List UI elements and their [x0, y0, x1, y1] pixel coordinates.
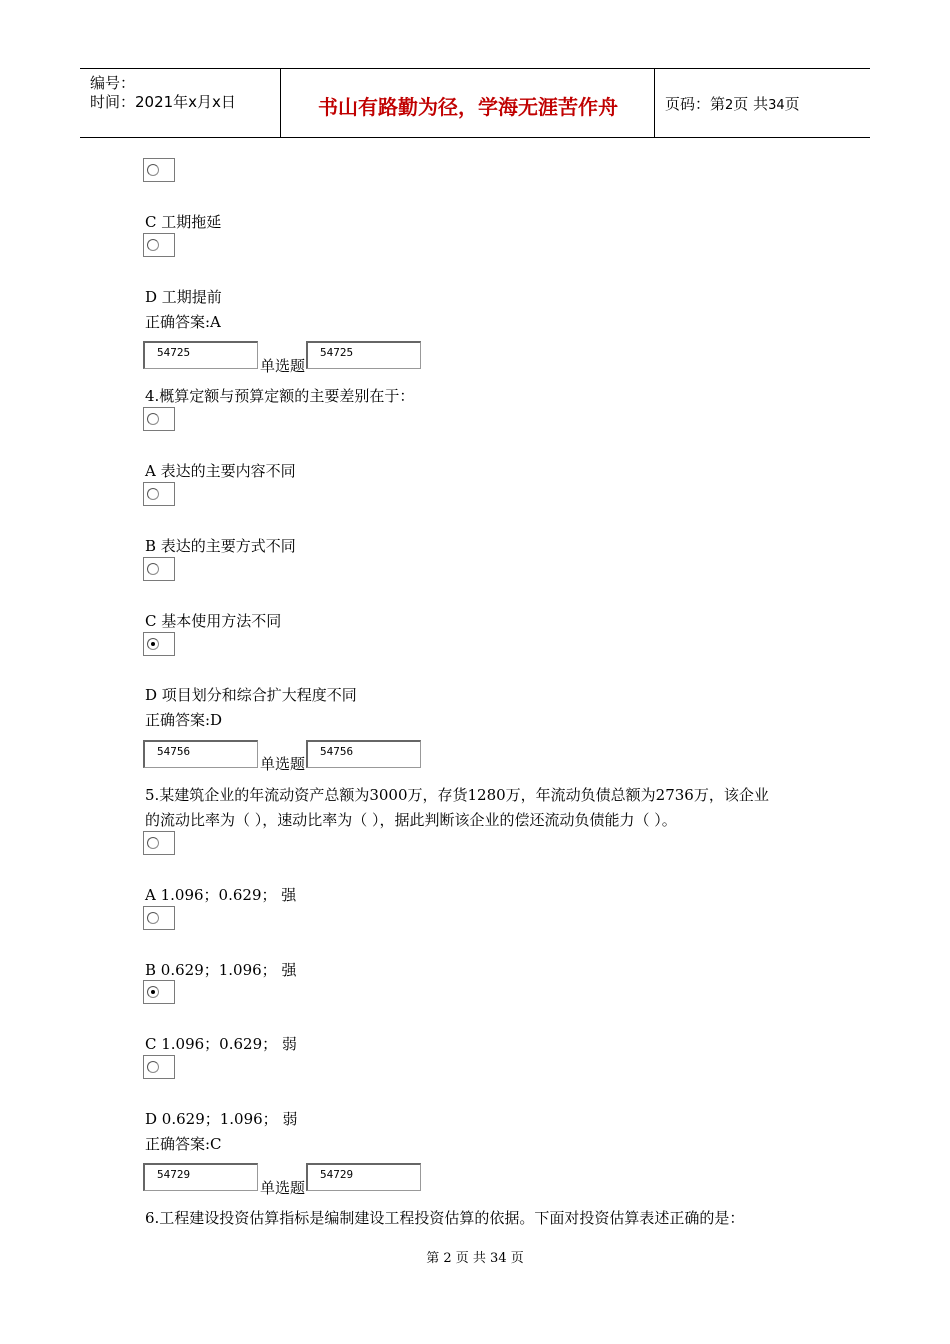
code-label: 编号：	[90, 74, 136, 92]
question-id-field[interactable]: 54729	[143, 1163, 258, 1191]
question-text: 6.工程建设投资估算指标是编制建设工程投资估算的依据。下面对投资估算表述正确的是：	[145, 1209, 745, 1227]
question-id-field[interactable]: 54756	[306, 740, 421, 768]
option-radio[interactable]	[143, 557, 175, 581]
question-id-field[interactable]: 54725	[306, 341, 421, 369]
page-header	[80, 68, 870, 138]
option-label: C 基本使用方法不同	[145, 612, 282, 630]
option-label: D 项目划分和综合扩大程度不同	[145, 686, 357, 704]
question-type: 单选题	[260, 357, 306, 375]
option-label: D 工期提前	[145, 288, 222, 306]
option-radio[interactable]	[143, 233, 175, 257]
option-radio-selected[interactable]	[143, 980, 175, 1004]
radio-circle-icon	[147, 837, 159, 849]
radio-circle-icon	[147, 1061, 159, 1073]
question-id-field[interactable]: 54725	[143, 341, 258, 369]
option-label: C 1.096；0.629； 弱	[145, 1035, 297, 1053]
option-radio[interactable]	[143, 906, 175, 930]
option-radio[interactable]	[143, 482, 175, 506]
option-label: A 表达的主要内容不同	[145, 462, 296, 480]
option-radio[interactable]	[143, 158, 175, 182]
option-radio[interactable]	[143, 831, 175, 855]
question-type: 单选题	[260, 1179, 306, 1197]
question-id-field[interactable]: 54729	[306, 1163, 421, 1191]
question-text: 4.概算定额与预算定额的主要差别在于：	[145, 387, 415, 405]
question-text: 的流动比率为（ ），速动比率为（ ），据此判断该企业的偿还流动负债能力（ ）。	[145, 811, 677, 829]
correct-answer: 正确答案:D	[145, 711, 223, 729]
question-type: 单选题	[260, 755, 306, 773]
question-id-field[interactable]: 54756	[143, 740, 258, 768]
correct-answer: 正确答案:C	[145, 1135, 222, 1153]
motto: 书山有路勤为径，学海无涯苦作舟	[318, 95, 618, 119]
radio-circle-icon	[147, 563, 159, 575]
option-label: B 0.629；1.096； 强	[145, 961, 297, 979]
radio-selected-icon	[147, 638, 159, 650]
time-label: 时间：2021年x月x日	[90, 93, 236, 111]
question-text: 5.某建筑企业的年流动资产总额为3000万，存货1280万，年流动负债总额为2736万，该企业	[145, 786, 769, 804]
option-label: D 0.629；1.096； 弱	[145, 1110, 298, 1128]
radio-circle-icon	[147, 239, 159, 251]
radio-selected-icon	[147, 986, 159, 998]
radio-circle-icon	[147, 164, 159, 176]
page-indicator: 页码：第2页 共34页	[665, 95, 800, 113]
option-label: B 表达的主要方式不同	[145, 537, 296, 555]
correct-answer: 正确答案:A	[145, 313, 221, 331]
option-radio[interactable]	[143, 407, 175, 431]
radio-circle-icon	[147, 488, 159, 500]
option-radio[interactable]	[143, 1055, 175, 1079]
radio-circle-icon	[147, 413, 159, 425]
option-radio-selected[interactable]	[143, 632, 175, 656]
option-label: A 1.096；0.629； 强	[145, 886, 297, 904]
page-footer: 第 2 页 共 34 页	[426, 1251, 524, 1266]
radio-circle-icon	[147, 912, 159, 924]
option-label: C 工期拖延	[145, 213, 222, 231]
